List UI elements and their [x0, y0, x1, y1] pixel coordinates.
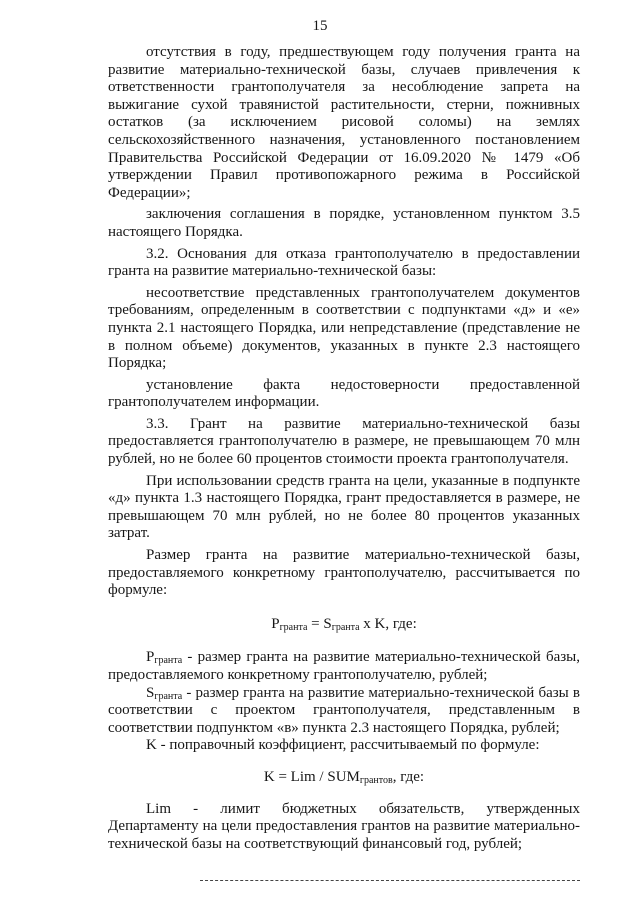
- paragraph-grant-use: При использовании средств гранта на цели, указанные в подпункте «д» пункта 1.3 настоящего Порядка, грант предоставляется в размере, не превышающем 70 млн рублей, но не более 80 процентов указанных затрат.: [108, 472, 580, 542]
- paragraph-document-mismatch: несоответствие представленных грантополучателем документов требованиям, определенным в соответствии с подпунктами «д» и «е» пункта 2.1 настоящего Порядка, или непредставление (представление не в полном объеме) документов, указанных в пункте 2.3 настоящего Порядка;: [108, 284, 580, 372]
- definition-p-grant: $P_{гранта}$ - размер гранта на развитие материально-технической базы, предоставляемого конкретному грантополучателю, рублей;: [108, 649, 580, 683]
- definition-k: K - поправочный коэффициент, рассчитываемый по формуле:: [146, 737, 540, 754]
- formula-grant-size: $P_{гранта} = S_{гранта}$ x K, где:: [271, 615, 417, 633]
- formula-coefficient: K = Lim / $SUM_{грантов}$, где:: [263, 768, 425, 786]
- paragraph-false-info: установление факта недостоверности предоставленной грантополучателем информации.: [108, 376, 580, 411]
- paragraph-grant-formula-intro: Размер гранта на развитие материально-технической базы, предоставляемого конкретному грантополучателю, рассчитывается по формуле:: [108, 547, 580, 599]
- document-body: [108, 44, 580, 853]
- definition-s-grant: $S_{гранта}$ - размер гранта на развитие материально-технической базы в соответствии с проектом грантополучателя, представленным в соответствии подпунктом «в» пункта 2.3 настоящего Порядка, рублей;: [108, 684, 580, 736]
- definition-lim: Lim - лимит бюджетных обязательств, утвержденных Департаменту на цели предоставления грантов на развитие материально-технической базы на соответствующий финансовый год, рублей;: [108, 800, 580, 852]
- paragraph-grant-amount: 3.3. Грант на развитие материально-технической базы предоставляется грантополучателю в размере, не превышающем 70 млн рублей, но не более 60 процентов стоимости проекта грантополучателя.: [108, 415, 580, 468]
- paragraph-refusal-grounds: 3.2. Основания для отказа грантополучателю в предоставлении гранта на развитие материально-технической базы:: [108, 245, 580, 280]
- paragraph-agreement: заключения соглашения в порядке, установленном пунктом 3.5 настоящего Порядка.: [108, 206, 580, 240]
- scan-edge-line: [200, 880, 580, 881]
- page-number: 15: [312, 18, 328, 34]
- paragraph-no-violations: отсутствия в году, предшествующем году получения гранта на развитие материально-технической базы, случаев привлечения к ответственности грантополучателя за несоблюдение запрета на выжигание сухой травянистой растительности, стерни, пожнивных остатков (за исключением рисовой соломы) на землях сельскохозяйственного назначения, установленного постановлением Правительства Российской Федерации от 16.09.2020 № 1479 «Об утверждении Правил противопожарного режима в Российской Федерации»;: [108, 44, 580, 201]
